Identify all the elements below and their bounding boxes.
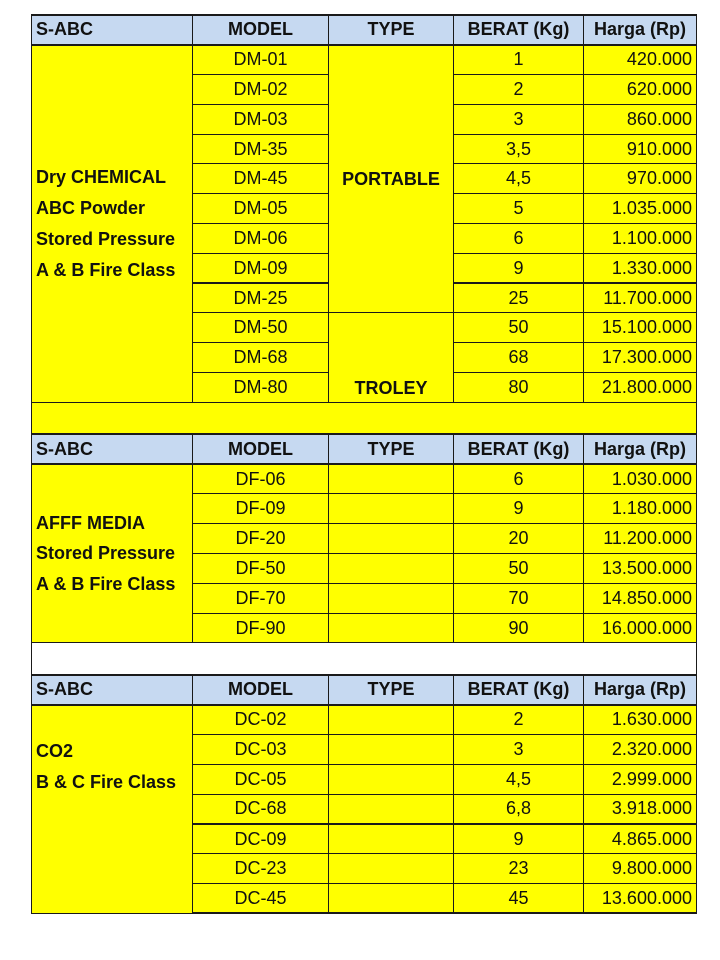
model-cell: DF-70 [193, 583, 329, 613]
description-line: A & B Fire Class [36, 574, 176, 595]
price-cell: 3.918.000 [584, 794, 697, 824]
price-cell: 2.999.000 [584, 764, 697, 794]
price-cell: 1.030.000 [584, 464, 697, 494]
price-cell: 970.000 [584, 164, 697, 194]
weight-cell: 9 [454, 824, 584, 854]
header-series: S-ABC [32, 15, 193, 45]
price-cell: 16.000.000 [584, 613, 697, 643]
type-cell: PORTABLE [329, 45, 454, 313]
header-type: TYPE [329, 15, 454, 45]
model-cell: DM-68 [193, 343, 329, 373]
weight-cell: 4,5 [454, 164, 584, 194]
weight-cell: 90 [454, 613, 584, 643]
header-model: MODEL [193, 675, 329, 705]
model-cell: DM-03 [193, 104, 329, 134]
header-type: TYPE [329, 675, 454, 705]
weight-cell: 5 [454, 194, 584, 224]
model-cell: DM-45 [193, 164, 329, 194]
type-cell [329, 735, 454, 765]
model-cell: DC-23 [193, 854, 329, 884]
price-cell: 420.000 [584, 45, 697, 75]
model-cell: DF-20 [193, 524, 329, 554]
table-row [32, 464, 697, 494]
model-cell: DM-50 [193, 313, 329, 343]
model-cell: DM-25 [193, 283, 329, 313]
header-price: Harga (Rp) [584, 675, 697, 705]
description-line: Stored Pressure [36, 543, 176, 564]
type-cell [329, 494, 454, 524]
price-list-table [31, 14, 697, 914]
header-price: Harga (Rp) [584, 15, 697, 45]
type-cell [329, 464, 454, 494]
model-cell: DF-90 [193, 613, 329, 643]
price-cell: 13.500.000 [584, 554, 697, 584]
model-cell: DF-06 [193, 464, 329, 494]
model-cell: DM-02 [193, 75, 329, 105]
product-description [32, 705, 193, 914]
header-row [32, 434, 697, 464]
price-cell: 13.600.000 [584, 884, 697, 914]
spacer-cell [32, 643, 697, 675]
spacer-row [32, 402, 697, 434]
type-cell [329, 854, 454, 884]
weight-cell: 1 [454, 45, 584, 75]
price-cell: 11.200.000 [584, 524, 697, 554]
model-cell: DC-68 [193, 794, 329, 824]
price-cell: 17.300.000 [584, 343, 697, 373]
model-cell: DM-35 [193, 134, 329, 164]
weight-cell: 23 [454, 854, 584, 884]
weight-cell: 6,8 [454, 794, 584, 824]
price-cell: 21.800.000 [584, 373, 697, 403]
spacer-cell [32, 402, 697, 434]
weight-cell: 80 [454, 373, 584, 403]
description-line: A & B Fire Class [36, 259, 176, 280]
type-cell [329, 554, 454, 584]
price-cell: 620.000 [584, 75, 697, 105]
weight-cell: 2 [454, 705, 584, 735]
weight-cell: 6 [454, 224, 584, 254]
model-cell: DC-09 [193, 824, 329, 854]
description-line: Dry CHEMICAL [36, 167, 167, 188]
header-price: Harga (Rp) [584, 434, 697, 464]
type-cell [329, 794, 454, 824]
model-cell: DC-45 [193, 884, 329, 914]
weight-cell: 4,5 [454, 764, 584, 794]
weight-cell: 3,5 [454, 134, 584, 164]
header-weight: BERAT (Kg) [454, 434, 584, 464]
type-cell [329, 764, 454, 794]
description-line: CO2 [36, 740, 74, 761]
type-cell [329, 613, 454, 643]
price-cell: 1.100.000 [584, 224, 697, 254]
description-line: AFFF MEDIA [36, 512, 145, 533]
model-cell: DM-09 [193, 253, 329, 283]
price-cell: 1.330.000 [584, 253, 697, 283]
price-cell: 860.000 [584, 104, 697, 134]
model-cell: DM-01 [193, 45, 329, 75]
header-series: S-ABC [32, 675, 193, 705]
type-cell [329, 705, 454, 735]
description-line: Stored Pressure [36, 228, 176, 249]
price-cell: 1.630.000 [584, 705, 697, 735]
weight-cell: 70 [454, 583, 584, 613]
price-cell: 2.320.000 [584, 735, 697, 765]
header-weight: BERAT (Kg) [454, 15, 584, 45]
header-model: MODEL [193, 434, 329, 464]
model-cell: DM-05 [193, 194, 329, 224]
type-cell [329, 524, 454, 554]
header-row [32, 15, 697, 45]
header-row [32, 675, 697, 705]
type-cell [329, 884, 454, 914]
weight-cell: 9 [454, 494, 584, 524]
product-description [32, 45, 193, 403]
spacer-row [32, 643, 697, 675]
model-cell: DC-03 [193, 735, 329, 765]
price-cell: 14.850.000 [584, 583, 697, 613]
table-row [32, 705, 697, 735]
model-cell: DC-02 [193, 705, 329, 735]
weight-cell: 20 [454, 524, 584, 554]
price-cell: 1.180.000 [584, 494, 697, 524]
weight-cell: 3 [454, 735, 584, 765]
type-cell [329, 583, 454, 613]
price-cell: 4.865.000 [584, 824, 697, 854]
header-series: S-ABC [32, 434, 193, 464]
model-cell: DC-05 [193, 764, 329, 794]
model-cell: DM-80 [193, 373, 329, 403]
model-cell: DF-50 [193, 554, 329, 584]
weight-cell: 25 [454, 283, 584, 313]
header-model: MODEL [193, 15, 329, 45]
price-cell: 11.700.000 [584, 283, 697, 313]
price-cell: 9.800.000 [584, 854, 697, 884]
product-description [32, 464, 193, 643]
header-type: TYPE [329, 434, 454, 464]
weight-cell: 50 [454, 554, 584, 584]
weight-cell: 45 [454, 884, 584, 914]
table-row [32, 45, 697, 75]
description-line: ABC Powder [36, 198, 146, 219]
description-line: B & C Fire Class [36, 771, 177, 792]
price-cell: 910.000 [584, 134, 697, 164]
model-cell: DM-06 [193, 224, 329, 254]
price-cell: 1.035.000 [584, 194, 697, 224]
header-weight: BERAT (Kg) [454, 675, 584, 705]
weight-cell: 3 [454, 104, 584, 134]
weight-cell: 2 [454, 75, 584, 105]
model-cell: DF-09 [193, 494, 329, 524]
type-cell: TROLEY [329, 313, 454, 402]
weight-cell: 50 [454, 313, 584, 343]
weight-cell: 6 [454, 464, 584, 494]
weight-cell: 68 [454, 343, 584, 373]
type-cell [329, 824, 454, 854]
price-cell: 15.100.000 [584, 313, 697, 343]
weight-cell: 9 [454, 253, 584, 283]
